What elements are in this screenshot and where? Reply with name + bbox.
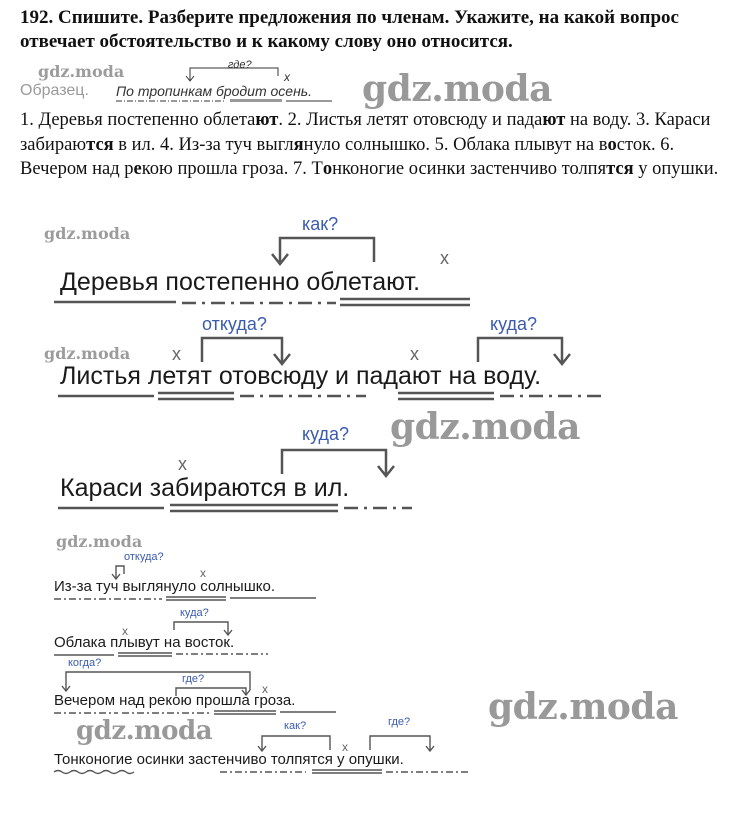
question-label: где? xyxy=(182,673,205,685)
x-mark: х xyxy=(122,624,128,638)
watermark: gdz.moda xyxy=(488,686,678,728)
watermark: gdz.moda xyxy=(56,532,143,551)
watermark: gdz.moda xyxy=(362,68,552,110)
x-mark: х xyxy=(178,454,187,474)
sample-question: где? xyxy=(228,59,252,71)
question-label: как? xyxy=(302,214,339,234)
question-label: как? xyxy=(284,720,307,732)
task-text: Спишите. Разберите предложения по членам. Укажите, на какой вопрос отвечает обстоятельство и к какому слову оно относится. xyxy=(20,7,679,52)
question-label: куда? xyxy=(302,424,350,444)
sample-sentence: По тропинкам бродит осень. xyxy=(116,83,313,99)
x-mark: х xyxy=(200,566,206,580)
exercise-text: 1. Деревья постепенно облетают. 2. Листья летят отовсюду и падают на воду. 3. Караси забираются в ил. 4. Из-за туч выглянуло солнышко. 5. Облака плывут на восток. 6. Вечером над рекою прошла гроза. 7. Тонконогие осинки застенчиво толпятся у опушки. xyxy=(20,110,719,179)
task-number: 192. xyxy=(20,7,54,28)
x-mark: х xyxy=(410,344,419,364)
analysis-sentence-7: Тонконогие осинки застенчиво толпятся у опушки. xyxy=(54,751,404,768)
question-label: когда? xyxy=(68,657,102,669)
watermark: gdz.moda xyxy=(44,224,131,243)
sample-label: Образец. xyxy=(20,82,89,99)
question-label: куда? xyxy=(490,314,538,334)
x-mark: х xyxy=(342,740,348,754)
question-label: откуда? xyxy=(124,551,164,563)
question-label: куда? xyxy=(180,607,209,619)
x-mark: х xyxy=(172,344,181,364)
x-mark: х xyxy=(262,682,268,696)
analysis-sentence-4: Из-за туч выглянуло солнышко. xyxy=(54,578,275,595)
watermark: gdz.moda xyxy=(76,716,213,746)
analysis-sentence-6: Вечером над рекою прошла гроза. xyxy=(54,692,296,709)
watermark: gdz.moda xyxy=(390,406,580,448)
analysis-sentence-5: Облака плывут на восток. xyxy=(54,634,235,651)
question-label: откуда? xyxy=(202,314,267,334)
question-label: где? xyxy=(388,716,411,728)
x-mark: х xyxy=(440,248,449,268)
analysis-sentence-2: Листья летят отовсюду и падают на воду. xyxy=(60,362,542,390)
sample-x: х xyxy=(284,70,290,84)
analysis-sentence-3: Караси забираются в ил. xyxy=(60,474,350,502)
watermark: gdz.moda xyxy=(38,62,125,81)
watermark: gdz.moda xyxy=(44,344,131,363)
analysis-sentence-1: Деревья постепенно облетают. xyxy=(60,268,421,296)
